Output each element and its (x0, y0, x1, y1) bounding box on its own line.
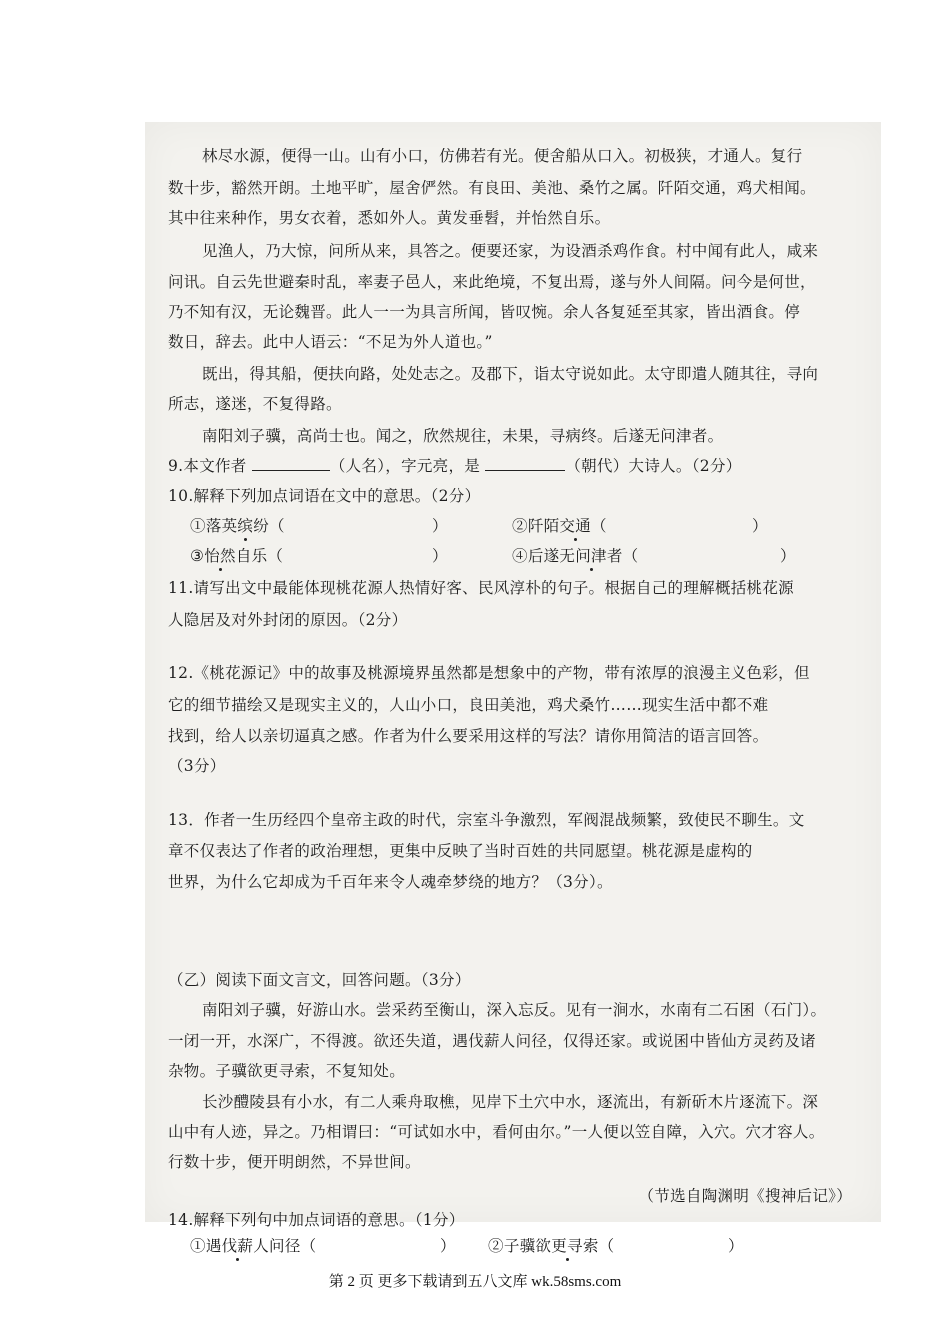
passage-b-line: 行数十步，便开明朗然，不异世间。 (168, 1153, 421, 1171)
passage-b-line: 山中有人迹，异之。乃相谓曰：“可试如水中，看何由尔。”一人便以笠自障，入穴。穴才容人。 (168, 1123, 825, 1141)
q10-item-4: ④后遂无问津者（ (512, 547, 639, 565)
question-13: 世界，为什么它却成为千百年来令人魂牵梦绕的地方？（3分）。 (168, 873, 613, 891)
q10-item-1: ①落英缤纷（ (190, 517, 285, 535)
passage-b-line: 南阳刘子骥，好游山水。尝采药至衡山，深入忘反。见有一涧水，水南有二石囷（石门）。 (202, 1001, 827, 1019)
passage-a-line: 南阳刘子骥，高尚士也。闻之，欣然规往，未果，寻病终。后遂无问津者。 (202, 427, 724, 445)
question-12: 12.《桃花源记》中的故事及桃源境界虽然都是想象中的产物，带有浓厚的浪漫主义色彩，但 (168, 664, 810, 682)
question-13: 章不仅表达了作者的政治理想，更集中反映了当时百姓的共同愿望。桃花源是虚构的 (168, 842, 753, 860)
passage-a-line: 既出，得其船，便扶向路，处处志之。及郡下，诣太守说如此。太守即遣人随其往，寻向 (202, 365, 819, 383)
question-9 (168, 456, 742, 476)
question-12: 它的细节描绘又是现实主义的，人山小口，良田美池，鸡犬桑竹……现实生活中都不难 (168, 696, 769, 714)
source-citation: （节选自陶渊明《搜神后记》） (638, 1187, 852, 1205)
part-b-heading: （乙）阅读下面文言文，回答问题。（3分） (168, 971, 471, 989)
passage-a-line: 见渔人，乃大惊，问所从来，具答之。便要还家，为设酒杀鸡作食。村中闻有此人，咸来 (202, 242, 819, 260)
dotted-word: 缤 (237, 517, 254, 535)
question-13: 13．作者一生历经四个皇帝主政的时代，宗室斗争激烈，军阀混战频繁，致使民不聊生。文 (168, 811, 805, 829)
question-10-stem: 10.解释下列加点词语在文中的意思。（2分） (168, 487, 481, 505)
q9-text: （朝代）大诗人。（2分） (565, 457, 742, 475)
q14-item-2-close: ） (728, 1237, 744, 1255)
q14-item-1-close: ） (440, 1237, 456, 1255)
passage-a-line: 数日，辞去。此中人语云：“不足为外人道也。” (168, 333, 493, 351)
dotted-word: 交通 (559, 517, 592, 535)
q10-item-3-close: ） (432, 547, 448, 565)
passage-b-line: 长沙醴陵县有小水，有二人乘舟取樵，见岸下土穴中水，逐流出，有新斫木片逐流下。深 (202, 1093, 819, 1111)
q10-item-4-close: ） (780, 547, 796, 565)
q10-item-2: ②阡陌交通（ (512, 517, 607, 535)
q14-item-1: ①遇伐薪人问径（ (190, 1237, 317, 1255)
passage-a-line: 数十步，豁然开朗。土地平旷，屋舍俨然。有良田、美池、桑竹之属。阡陌交通，鸡犬相闻。 (168, 179, 816, 197)
dotted-word: 怡然 (204, 547, 236, 565)
passage-a-line: 所志，遂迷，不复得路。 (168, 395, 342, 413)
passage-a-line: 其中往来种作，男女衣着，悉如外人。黄发垂髫，并怡然自乐。 (168, 209, 611, 227)
q10-item-2-close: ） (752, 517, 768, 535)
passage-a-line: 问讯。自云先世避秦时乱，率妻子邑人，来此绝境，不复出焉，遂与外人间隔。问今是何世， (168, 273, 816, 291)
dotted-word: 更寻 (551, 1237, 583, 1255)
passage-b-line: 一闭一开，水深广，不得渡。欲还失道，遇伐薪人问径，仅得还家。或说囷中皆仙方灵药及诸 (168, 1032, 816, 1050)
q14-item-2: ②子骥欲更寻索（ (488, 1237, 615, 1255)
question-11: 人隐居及对外封闭的原因。（2分） (168, 611, 408, 629)
question-12: 找到，给人以亲切逼真之感。作者为什么要采用这样的写法？请你用简洁的语言回答。 (168, 727, 769, 745)
q9-text: 9.本文作者 (168, 457, 247, 475)
dotted-word: 伐薪 (221, 1237, 254, 1255)
q9-text: （人名），字元亮，是 (329, 457, 481, 475)
dotted-word: 问津 (575, 547, 607, 565)
dynasty-blank[interactable] (485, 456, 565, 471)
question-11: 11.请写出文中最能体现桃花源人热情好客、民风淳朴的句子。根据自己的理解概括桃花源 (168, 579, 794, 597)
page-footer: 第 2 页 更多下载请到五八文库 wk.58sms.com (328, 1274, 622, 1290)
author-name-blank[interactable] (252, 456, 330, 471)
question-12: （3分） (168, 757, 226, 775)
question-14-stem: 14.解释下列句中加点词语的意思。（1分） (168, 1211, 465, 1229)
passage-b-line: 杂物。子骥欲更寻索，不复知处。 (168, 1062, 406, 1080)
q10-item-3: ③怡然自乐（ (190, 547, 284, 565)
passage-a-line: 林尽水源，便得一山。山有小口，仿佛若有光。便舍船从口入。初极狭，才通人。复行 (202, 147, 803, 165)
passage-a-line: 乃不知有汉，无论魏晋。此人一一为具言所闻，皆叹惋。余人各复延至其家，皆出酒食。停 (168, 303, 801, 321)
q10-item-1-close: ） (432, 517, 448, 535)
